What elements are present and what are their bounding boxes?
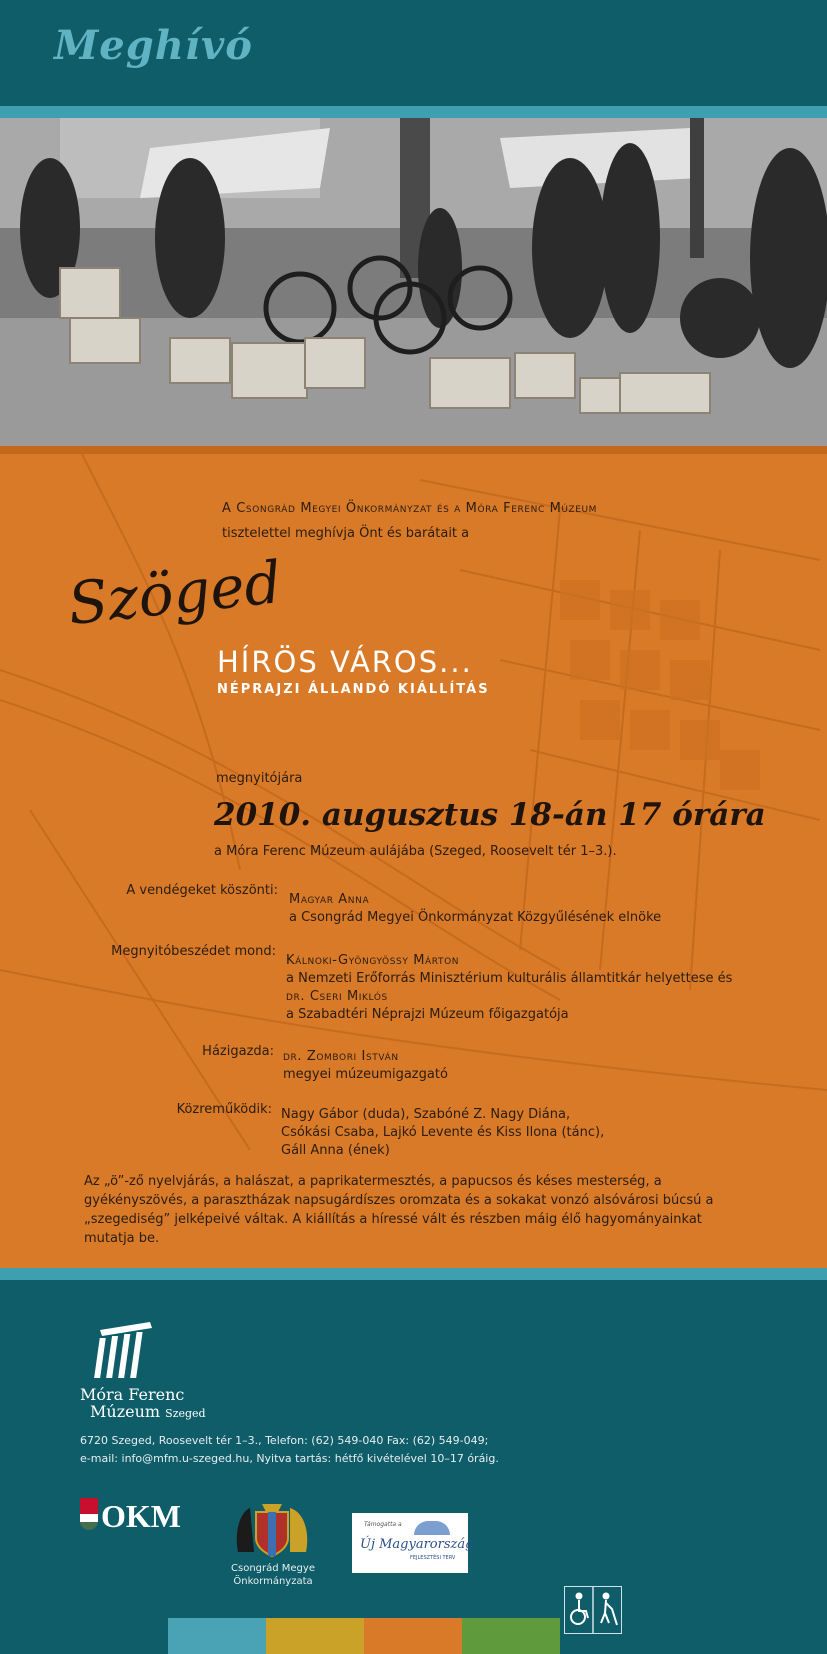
performers-line: Csókási Csaba, Lajkó Levente és Kiss Ilona (tánc), (281, 1125, 605, 1140)
contact-line-1: 6720 Szeged, Roosevelt tér 1–3., Telefon: (62) 549-040 Fax: (62) 549-049; (80, 1434, 489, 1447)
museum-logo (80, 1322, 206, 1422)
museum-city: Szeged (165, 1407, 206, 1420)
hungarian-coat-of-arms-icon (80, 1498, 98, 1530)
museum-name-line-2 (80, 1403, 206, 1422)
color-stripe-5 (462, 1618, 560, 1654)
program-performers (281, 1106, 604, 1160)
program-label-host: Házigazda: (202, 1044, 274, 1059)
page-title: Meghívó (54, 22, 253, 69)
opening-date: 2010. augusztus 18-án 17 órára (214, 797, 766, 833)
blind-person-icon (601, 1594, 617, 1626)
accessibility-icons (564, 1586, 622, 1634)
host-title: megyei múzeumigazgató (283, 1067, 448, 1082)
speaker-name: dr. Cseri Miklós (286, 989, 388, 1004)
okm-text: OKM (101, 1498, 181, 1534)
uj-arc-icon (414, 1521, 450, 1535)
exhibition-description: Az „ö”-ző nyelvjárás, a halászat, a paprikatermesztés, a papucsos és késes mesterség, a gyékényszövés, a parasztházak napsugárdíszes oromzata és a sokakat vonzó alsóvárosi búcsú a „szegediség” jelképeivé váltak. A kiállítás a híressé vált és részben máig élő hagyományainkat mutatja be. (84, 1174, 714, 1246)
uj-small-text: Támogatta a (364, 1521, 402, 1528)
exhibition-script-title: Szöged (64, 548, 285, 638)
uj-main-text: Új Magyarország (360, 1537, 474, 1552)
museum-columns-icon (80, 1322, 160, 1382)
orange-top-edge (0, 446, 827, 454)
museum-name-word: Múzeum (90, 1402, 161, 1421)
speaker-title: a Szabadtéri Néprajzi Múzeum főigazgatója (286, 1007, 569, 1022)
museum-name-line-1: Móra Ferenc (80, 1385, 185, 1404)
csongrad-line-2: Önkormányzata (233, 1576, 313, 1587)
wheelchair-icon (571, 1594, 588, 1625)
speaker-title: a Nemzeti Erőforrás Minisztérium kulturális államtitkár helyettese és (286, 971, 733, 986)
museum-contact (80, 1432, 499, 1468)
opening-label: megnyitójára (216, 771, 303, 786)
uj-sub-text: FEJLESZTÉSI TERV (410, 1555, 456, 1561)
host-name: dr. Zombori István (283, 1049, 399, 1064)
museum-name (80, 1386, 206, 1422)
csongrad-label (218, 1562, 328, 1588)
color-stripe-3 (266, 1618, 364, 1654)
contact-line-2: e-mail: info@mfm.u-szeged.hu, Nyitva tartás: hétfő kivételével 10–17 óráig. (80, 1452, 499, 1465)
color-stripe-2 (168, 1618, 266, 1654)
performers-line: Nagy Gábor (duda), Szabóné Z. Nagy Diána, (281, 1107, 571, 1122)
csongrad-line-1: Csongrád Megye (231, 1563, 315, 1574)
exhibition-subtitle: NÉPRAJZI ÁLLANDÓ KIÁLLÍTÁS (217, 682, 490, 697)
program-label-greeting: A vendégeket köszönti: (126, 883, 278, 898)
opening-venue: a Móra Ferenc Múzeum aulájába (Szeged, Roosevelt tér 1–3.). (214, 844, 617, 859)
speaker-name: Magyar Anna (289, 892, 370, 907)
program-host (283, 1048, 448, 1084)
uj-magyarorszag-logo (352, 1513, 474, 1573)
program-opening (286, 952, 732, 1024)
program-greeting (289, 891, 661, 927)
speaker-title: a Csongrád Megyei Önkormányzat Közgyűlésének elnöke (289, 910, 662, 925)
color-stripe-4 (364, 1618, 462, 1654)
performers-line: Gáll Anna (ének) (281, 1143, 390, 1158)
okm-logo (80, 1498, 181, 1535)
csongrad-coat-of-arms-icon (228, 1502, 316, 1560)
program-label-performers: Közreműködik: (176, 1102, 272, 1117)
program-label-opening: Megnyitóbeszédet mond: (111, 944, 276, 959)
intro-line-1: A Csongrád Megyei Önkormányzat és a Móra Ferenc Múzeum (222, 501, 598, 516)
speaker-name: Kálnoki-Gyöngyössy Márton (286, 953, 460, 968)
exhibition-title: HÍRÖS VÁROS... (217, 645, 473, 679)
market-photo (0, 118, 827, 458)
footer-edge (0, 1268, 827, 1280)
color-stripe-1 (70, 1618, 168, 1654)
intro-line-2: tisztelettel meghívja Önt és barátait a (222, 526, 470, 541)
